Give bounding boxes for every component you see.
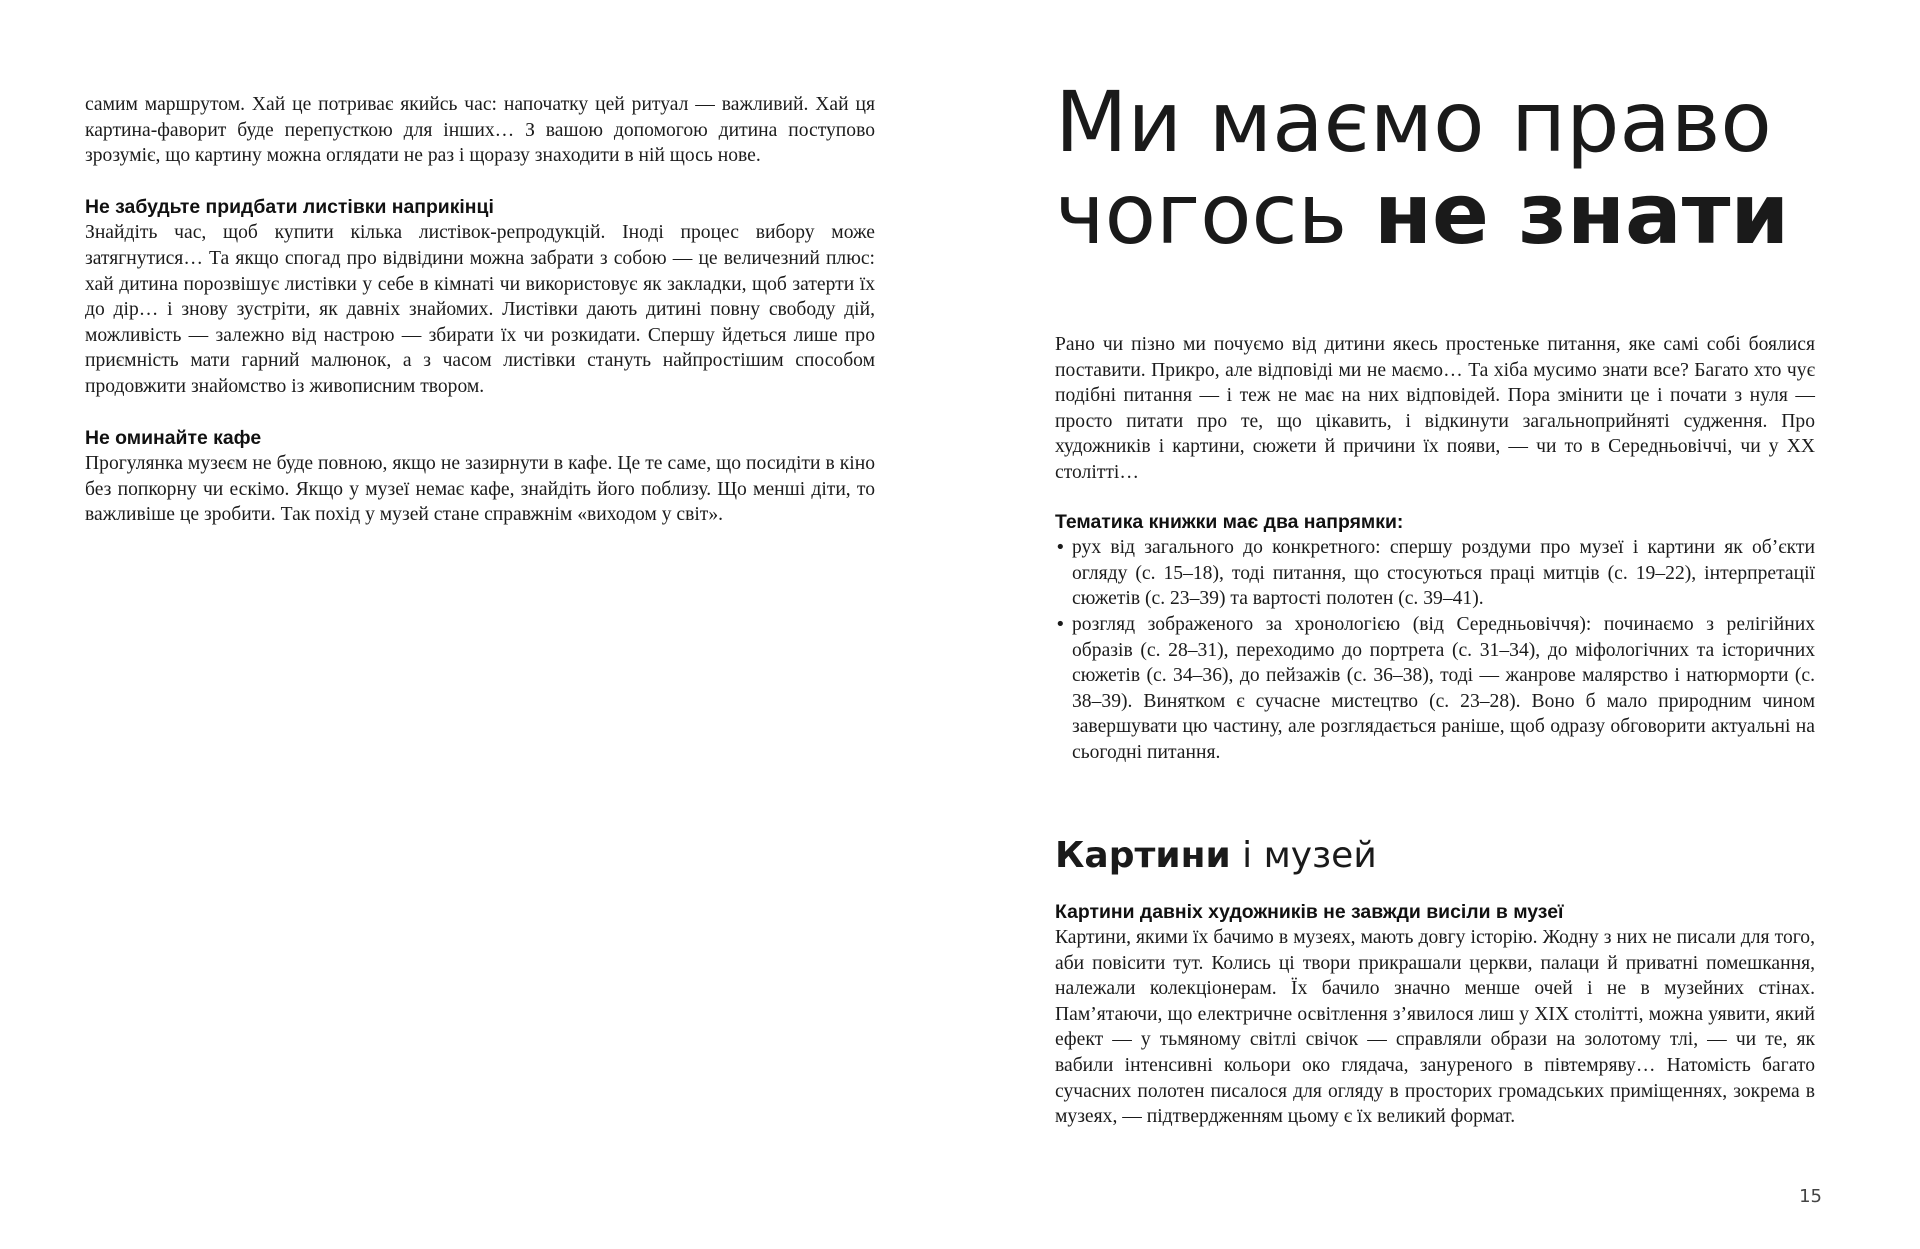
left-intro-paragraph: самим маршрутом. Хай це потриває якийсь час: напочатку цей ритуал — важливий. Хай ця картина-фаворит буде перепусткою для інших… З вашою допомогою дитина поступово зрозуміє, що картину можна оглядати не раз і щоразу знаходити в ній щось нове. [85,94,875,167]
postcards-section [85,195,875,400]
right-page [1055,73,1815,1130]
topics-heading: Тематика книжки має два напрямки: [1055,510,1404,533]
chapter-title-line1: Ми маємо право [1055,73,1772,171]
left-page [85,92,875,528]
postcards-paragraph: Знайдіть час, щоб купити кілька листівок-репродукцій. Іноді процес вибору може затягнутися… Та якщо спогад про відвідини можна забрати з собою — це величезний плюс: хай дитина порозвішує листівки у себе в кімнаті чи використовує як закладки, щоб затерти їх до дір… і знову зустріти, як давніх знайомих. Листівки дають дитині повну свободу дій, можливість — залежно від настрою — збирати їх чи розкидати. Спершу йдеться лише про приємність мати гарний малюнок, а з часом листівки стануть найпростішим способом продовжити знайомство із живописним твором. [85,222,875,397]
section-title-light: і музей [1230,834,1377,876]
section-title-bold: Картини [1055,834,1231,876]
list-item-text: розгляд зображеного за хронологією (від Середньовіччя): починаємо з релігійних образів (с. 28–31), переходимо до портрета (с. 31–34), до міфологічних та історичних сюжетів (с. 34–36), до пейзажів (с. 36–38), тоді — жанрове малярство і натюрморти (с. 38–39). Винятком є сучасне мистецтво (с. 23–28). Воно б мало природним чином завершувати цю частину, але розглядається раніше, щоб одразу обговорити актуальні на сьогодні питання. [1072,613,1815,763]
topics-list [1055,535,1815,765]
chapter-title-line2-bold: не знати [1373,165,1790,263]
right-intro-paragraph: Рано чи пізно ми почуємо від дитини якесь простеньке питання, яке самі собі боялися поставити. Прикро, але відповіді ми не маємо… Та хіба мусимо знати все? Багато хто чує подібні питання — і теж не має на них відповідей. Пора змінити це і почати з нуля — просто питати про те, що цікавить, і відкинути загальноприйняті судження. Про художників і картини, сюжети й причини їх появи, — чи то в Середньовіччі, чи у XX столітті… [1055,334,1815,483]
postcards-heading: Не забудьте придбати листівки наприкінці [85,195,494,218]
page-number: 15 [1799,1186,1822,1207]
bullet-icon: • [1055,537,1066,559]
cafe-heading: Не оминайте кафе [85,426,262,449]
chapter-title [1055,73,1815,263]
cafe-section [85,426,875,528]
paintings-paragraph: Картини, якими їх бачимо в музеях, мають довгу історію. Жодну з них не писали для того, аби повісити тут. Колись ці твори прикрашали церкви, палаци й приватні помешкання, належали колекціонерам. Їх бачило значно менше очей і не в музейних стінах. Пам’ятаючи, що електричне освітлення з’явилося лиш у XIX столітті, можна уявити, який ефект — у тьмяному світлі свічок — справляли образи на золотому тлі, — чи те, як вабили інтенсивні кольори око глядача, зануреного в півтемряву… Натомість багато сучасних полотен писалося для огляду в просторих громадських приміщеннях, зокрема в музеях, — підтвердженням цьому є їх великий формат. [1055,927,1815,1128]
list-item-text: рух від загального до конкретного: спершу роздуми про музеї і картини як об’єкти огляду (с. 15–18), тоді питання, що стосуються праці митців (с. 19–22), інтерпретації сюжетів (с. 23–39) та вартості полотен (с. 39–41). [1072,537,1815,610]
list-item [1055,612,1815,766]
paintings-heading: Картини давніх художників не завжди висіли в музеї [1055,900,1564,923]
section-title [1055,834,1815,878]
bullet-icon: • [1055,613,1066,635]
chapter-title-line2-light: чогось [1055,165,1374,263]
list-item [1055,535,1815,612]
cafe-paragraph: Прогулянка музеєм не буде повною, якщо не зазирнути в кафе. Це те саме, що посидіти в кіно без попкорну чи ескімо. Якщо у музеї немає кафе, знайдіть його поблизу. Що менші діти, то важливіше це зробити. Так похід у музей стане справжнім «виходом у світ». [85,453,875,526]
